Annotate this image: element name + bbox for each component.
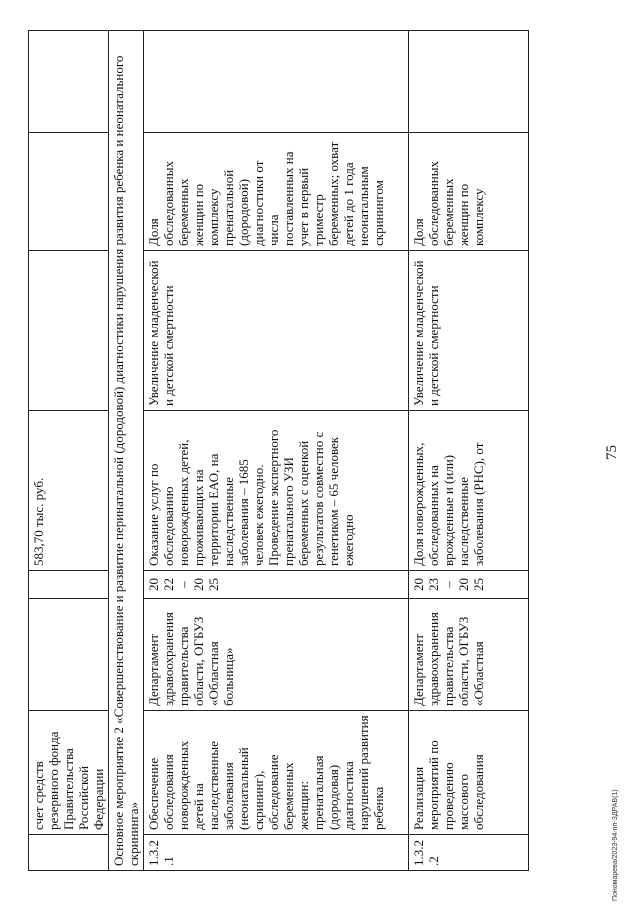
empty-cell bbox=[29, 835, 109, 871]
section-header-row bbox=[109, 31, 144, 871]
row-executor: Департамент здравоохранения правительства области, ОГБУЗ «Областная больница» bbox=[144, 599, 409, 711]
page-number: 75 bbox=[604, 445, 620, 460]
row-executor: Департамент здравоохранения правительства области, ОГБУЗ «Областная bbox=[409, 599, 529, 711]
empty-cell bbox=[29, 251, 109, 411]
empty-cell bbox=[144, 31, 409, 133]
year-end: 2025 bbox=[456, 578, 486, 591]
year-start: 2022 bbox=[146, 578, 176, 591]
empty-cell bbox=[29, 571, 109, 599]
empty-cell bbox=[409, 31, 529, 133]
table-row bbox=[29, 31, 109, 871]
plan-table bbox=[28, 30, 529, 871]
row-indicator: Доля обследованных беременных женщин по комплексу пренатальной (дородовой) диагностики от числа поставленных на учет в первый триместр беременных; охват детей до 1 года неонатальным скринингом bbox=[144, 133, 409, 251]
row-years bbox=[409, 571, 529, 599]
top-row-finance: 583,70 тыс. руб. bbox=[29, 411, 109, 571]
empty-cell bbox=[29, 133, 109, 251]
row-name: Реализация мероприятий по проведению массового обследования bbox=[409, 711, 529, 835]
row-years bbox=[144, 571, 409, 599]
table-row bbox=[144, 31, 409, 871]
row-name: Обеспечение обследования новорожденных детей на наследственные заболевания (неонатальный скрининг), обследование беременных женщин: пренатальная (дородовая) диагностика нарушений развития ребенка bbox=[144, 711, 409, 835]
year-dash: – bbox=[176, 581, 191, 588]
empty-cell bbox=[29, 31, 109, 133]
empty-cell bbox=[29, 599, 109, 711]
year-start: 2023 bbox=[411, 578, 441, 591]
table-row bbox=[409, 31, 529, 871]
row-effect: Увеличение младенческой и детской смертности bbox=[409, 251, 529, 411]
year-dash: – bbox=[441, 581, 456, 588]
footer-code: Пономарева/2023-94-пп-ЗДРАВ(1) bbox=[612, 789, 619, 901]
row-number: 1.3.2.2 bbox=[409, 835, 529, 871]
year-end: 2025 bbox=[191, 578, 221, 591]
row-indicator: Доля обследованных беременных женщин по комплексу bbox=[409, 133, 529, 251]
row-number: 1.3.2.1 bbox=[144, 835, 409, 871]
row-result: Оказание услуг по обследованию новорожденных детей, проживающих на территории ЕАО, на наследственные заболевания – 1685 человек ежегодно. Проведение экспертного пренатального УЗИ беременных с оценкой результатов совместно с генетиком – 65 человек ежегодно bbox=[144, 411, 409, 571]
row-result: Доля новорожденных, обследованных на врожденные и (или) наследственные заболевания (РНС), от bbox=[409, 411, 529, 571]
row-effect: Увеличение младенческой и детской смертности bbox=[144, 251, 409, 411]
section-header: Основное мероприятие 2 «Совершенствование и развитие перинатальной (дородовой) диагностики нарушения развития ребенка и неонатального скрининга» bbox=[109, 31, 144, 871]
top-row-name: счет средств резервного фонда Правительства Российской Федерации bbox=[29, 711, 109, 835]
